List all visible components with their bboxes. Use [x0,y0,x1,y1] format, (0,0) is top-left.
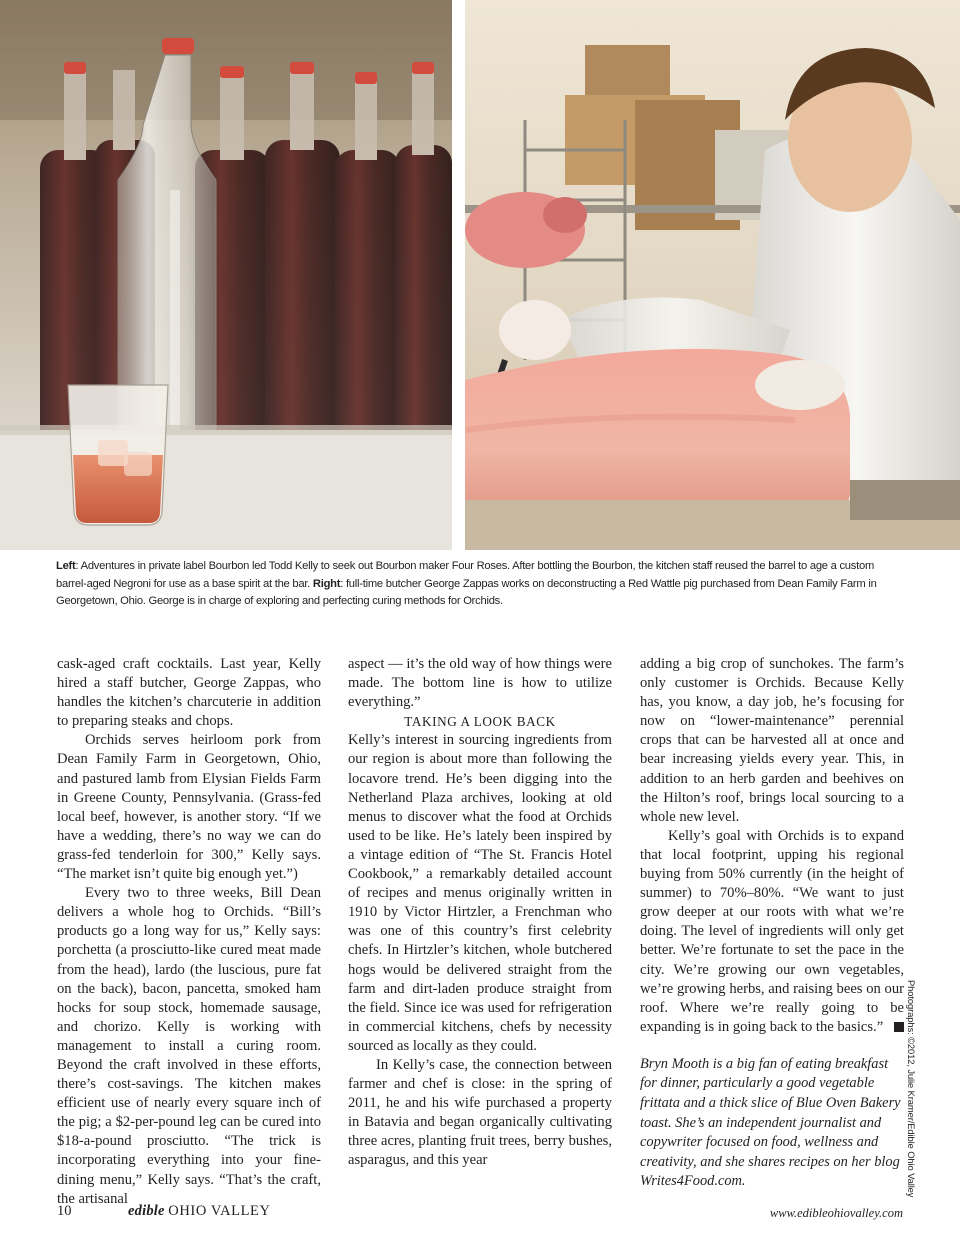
page-number: 10 [57,1203,72,1219]
website-url: www.edibleohiovalley.com [769,1206,903,1220]
end-mark-icon [894,1022,904,1032]
column2-paragraph-3: In Kelly’s case, the connection between farmer and chef is close: in the spring of 2011, he and his wife purchased a property in Batavia and began organically cultivating three acres, planting fruit trees, berry bushes, asparagus, and this year [348,1056,612,1169]
column2-paragraph-1: aspect — it’s the old way of how things were made. The bottom line is how to utilize everything.” [348,656,612,711]
caption-right-label: Right [312,577,341,590]
author-bio: Bryn Mooth is a big fan of eating breakfast for dinner, particularly a good vegetable frittata and a thick slice of Blue Oven Bakery toast. She’s an independent journalist and copywriter focused on food, wellness and creativity, and she shares recipes on her blog Writes4Food.com. [640,1055,901,1190]
article-column-2 [348,655,612,1171]
magazine-name [128,1203,271,1220]
butcher-photo [465,0,960,550]
photo-credit: Photographs: ©2012, Julie Kramer/Edible Ohio Valley [906,980,917,1198]
section-subhead: TAKING A LOOK BACK [404,714,556,730]
magazine-brand: edible [128,1203,165,1219]
caption-right-text: : full-time butcher George Zappas works on deconstructing a Red Wattle pig purchased from Dean Family Farm in Georgetown, Ohio. George is in charge of exploring and perfecting curing methods for Orchids. [56,577,877,607]
article-column-3 [640,655,904,1192]
column1-paragraph-3: Every two to three weeks, Bill Dean delivers a whole hog to Orchids. “Bill’s products go a long way for us,” Kelly says: porchetta (a prosciutto-like cured meat made from the head), lardo (the luscious, pure fat on the back), bacon, pancetta, smoked ham hocks for soup stock, homemade sausage, and chorizo. Kelly is working with management to install a curing room. Beyond the craft involved in these efforts, there’s cost-savings. The kitchen makes efficient use of nearly every square inch of the pig; a $2-per-pound leg can be cured into $18-a-pound prosciutto. “The trick is incorporating everything into your fine-dining menu,” Kelly says. “That’s the craft, the artisanal [57,885,321,1207]
column3-paragraph-1: adding a big crop of sunchokes. The farm’s only customer is Orchids. Because Kelly has, you know, a day job, he’s focusing for now on “lower-maintenance” perennial crops that can be harvested all at once and bear increasing yields every year. This, in addition to an herb garden and beehives on the Hilton’s roof, brings local sourcing to a whole new level. [640,656,904,825]
column3-paragraph-2-text: Kelly’s goal with Orchids is to expand that local footprint, upping his regional buying from 50% currently (in the height of summer) to 70%–80%. “We want to just grow deeper at our roots with what we’re doing. The level of ingredients will only get better. We’re fortunate to set the pace in the city. We’re growing our own vegetables, we’re growing herbs, and raising bees on our roof. Where we’re really going to be expanding is in going back to the basics.” [640,827,904,1035]
column2-paragraph-2: Kelly’s interest in sourcing ingredients from our region is about more than following the locavore trend. He’s been digging into the Netherland Plaza archives, looking at old menus to discover what the food at Orchids used to be like. He’s lately been inspired by a vintage edition of “The St. Francis Hotel Cookbook,” a remarkably detailed account of recipes and menus originally written in 1910 by Victor Hirtzler, a Frenchman who was one of this country’s first celebrity chefs. In Hirtzler’s kitchen, whole butchered hogs would be delivered straight from the farm and dirt-laden produce straight from the field. Since ice was used for refrigeration in commercial kitchens, chefs by necessity sourced as locally as they could. [348,732,612,1054]
photo-caption [56,558,906,611]
magazine-region: OHIO VALLEY [168,1203,271,1219]
caption-left-label: Left [56,560,76,572]
bottles-photo [0,0,452,550]
column1-paragraph-1: cask-aged craft cocktails. Last year, Kelly hired a staff butcher, George Zappas, who handles the kitchen’s charcuterie in addition to preparing steaks and chops. [57,656,321,730]
bottles-photo-art [0,0,452,550]
article-column-1 [57,655,321,1209]
butcher-photo-art [465,0,960,550]
column3-paragraph-2 [640,827,904,1037]
column1-paragraph-2: Orchids serves heirloom pork from Dean Family Farm in Georgetown, Ohio, and pastured lamb from Elysian Fields Farm in Greene County, Pennsylvania. (Grass-fed local beef, however, is another story. “If we have a wedding, there’s no way we can do grass-fed tenderloin for 300,” Kelly says. “The market isn’t quite big enough yet.”) [57,732,321,883]
caption-left-text: : Adventures in private label Bourbon led Todd Kelly to seek out Bourbon maker Four Roses. After bottling the Bourbon, the kitchen staff reused the barrel to age a custom barrel-aged Negroni for use as a base spirit at the bar. [56,560,875,590]
